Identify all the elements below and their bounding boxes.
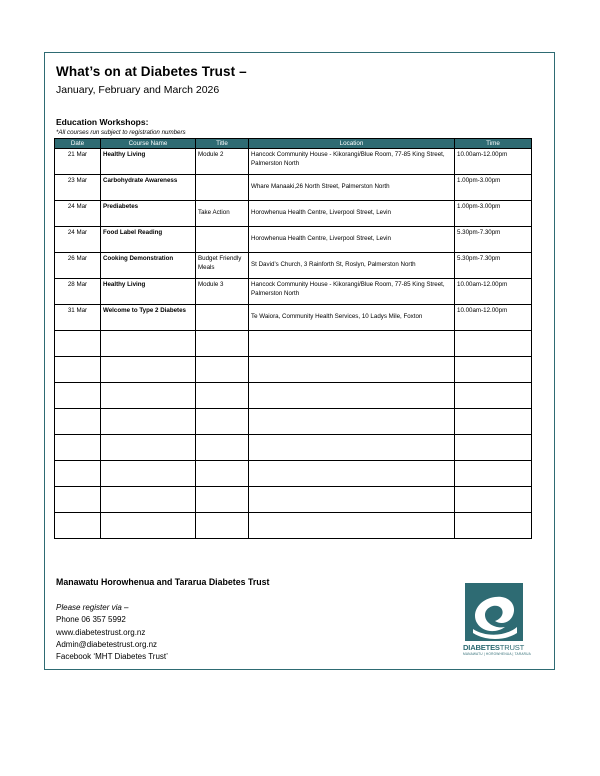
cell-course-name: Carbohydrate Awareness [101,175,196,201]
table-row [55,175,532,201]
empty-cell-location [249,331,455,357]
phone-number: Phone 06 357 5992 [56,615,126,625]
cell-location: Horowhenua Health Centre, Liverpool Street, Levin [249,227,455,253]
empty-cell-location [249,357,455,383]
register-prompt: Please register via – [56,603,129,612]
empty-cell-date [55,331,101,357]
empty-cell-location [249,513,455,539]
empty-cell-title [196,513,249,539]
empty-table-row [55,357,532,383]
cell-time: 5.30pm-7.30pm [455,227,532,253]
empty-cell-time [455,461,532,487]
cell-location: St David’s Church, 3 Rainforth St, Roslyn, Palmerston North [249,253,455,279]
logo-wordmark: DIABETESTRUST [463,643,525,652]
cell-location: Hancock Community House - Kikorangi/Blue Room, 77-85 King Street, Palmerston North [249,279,455,305]
page-subtitle: January, February and March 2026 [56,84,220,96]
page-title: What’s on at Diabetes Trust – [56,64,247,79]
empty-cell-time [455,331,532,357]
table-row [55,279,532,305]
empty-table-row [55,409,532,435]
cell-title [196,227,249,253]
empty-cell-course-name [101,357,196,383]
section-heading: Education Workshops: [56,117,149,127]
table-row [55,201,532,227]
cell-time: 10.00am-12.00pm [455,279,532,305]
empty-cell-date [55,435,101,461]
diabetes-trust-logo [463,583,532,658]
empty-cell-title [196,487,249,513]
empty-cell-date [55,461,101,487]
column-header-date: Date [55,139,101,149]
cell-date: 23 Mar [55,175,101,201]
organisation-name: Manawatu Horowhenua and Tararua Diabetes Trust [56,577,270,587]
cell-title [196,305,249,331]
column-header-course-name: Course Name [101,139,196,149]
table-header-row [55,139,532,149]
cell-title: Module 3 [196,279,249,305]
empty-cell-time [455,357,532,383]
empty-table-row [55,383,532,409]
cell-course-name: Healthy Living [101,149,196,175]
empty-table-row [55,513,532,539]
cell-title: Budget Friendly Meals [196,253,249,279]
cell-location: Te Waiora, Community Health Services, 10 Ladys Mile, Foxton [249,305,455,331]
empty-cell-time [455,487,532,513]
empty-cell-time [455,435,532,461]
cell-date: 24 Mar [55,201,101,227]
empty-cell-course-name [101,513,196,539]
empty-table-row [55,435,532,461]
empty-cell-title [196,331,249,357]
empty-table-row [55,331,532,357]
cell-course-name: Prediabetes [101,201,196,227]
table-row [55,149,532,175]
cell-title: Module 2 [196,149,249,175]
empty-cell-course-name [101,435,196,461]
cell-course-name: Cooking Demonstration [101,253,196,279]
events-table [54,138,532,539]
cell-date: 21 Mar [55,149,101,175]
contact-block [56,602,168,663]
empty-cell-location [249,383,455,409]
cell-time: 10.00am-12.00pm [455,149,532,175]
empty-cell-title [196,409,249,435]
email-link[interactable]: Admin@diabetestrust.org.nz [56,639,158,649]
empty-cell-course-name [101,487,196,513]
empty-cell-course-name [101,383,196,409]
cell-date: 26 Mar [55,253,101,279]
empty-table-row [55,487,532,513]
empty-table-row [55,461,532,487]
empty-cell-course-name [101,409,196,435]
cell-date: 24 Mar [55,227,101,253]
cell-course-name: Food Label Reading [101,227,196,253]
cell-location: Horowhenua Health Centre, Liverpool Street, Levin [249,201,455,227]
column-header-time: Time [455,139,532,149]
column-header-location: Location [249,139,455,149]
empty-cell-date [55,383,101,409]
empty-cell-date [55,409,101,435]
facebook-link[interactable]: Facebook ‘MHT Diabetes Trust’ [56,652,168,662]
registration-note: *All courses run subject to registration numbers [56,129,186,136]
empty-cell-title [196,383,249,409]
empty-cell-location [249,461,455,487]
cell-date: 28 Mar [55,279,101,305]
empty-cell-time [455,383,532,409]
empty-cell-course-name [101,461,196,487]
cell-time: 10.00am-12.00pm [455,305,532,331]
table-row [55,253,532,279]
cell-time: 5.30pm-7.30pm [455,253,532,279]
cell-location: Hancock Community House - Kikorangi/Blue Room, 77-85 King Street, Palmerston North [249,149,455,175]
empty-cell-time [455,409,532,435]
empty-rows [55,331,532,539]
logo-swirl-icon [465,583,523,641]
empty-cell-course-name [101,331,196,357]
cell-date: 31 Mar [55,305,101,331]
logo-tagline: MANAWATU | HOROWHENUA | TARARUA [463,652,532,656]
empty-cell-title [196,461,249,487]
empty-cell-time [455,513,532,539]
cell-title: Take Action [196,201,249,227]
cell-title [196,175,249,201]
empty-cell-date [55,357,101,383]
cell-time: 1.00pm-3.00pm [455,201,532,227]
empty-cell-title [196,435,249,461]
table-row [55,227,532,253]
cell-time: 1.00pm-3.00pm [455,175,532,201]
empty-cell-location [249,487,455,513]
cell-course-name: Welcome to Type 2 Diabetes [101,305,196,331]
column-header-title: Title [196,139,249,149]
empty-cell-date [55,487,101,513]
website-link[interactable]: www.diabetestrust.org.nz [56,627,146,637]
empty-cell-title [196,357,249,383]
table-row [55,305,532,331]
cell-location: Whare Manaaki,26 North Street, Palmerston North [249,175,455,201]
empty-cell-location [249,435,455,461]
empty-cell-location [249,409,455,435]
cell-course-name: Healthy Living [101,279,196,305]
empty-cell-date [55,513,101,539]
